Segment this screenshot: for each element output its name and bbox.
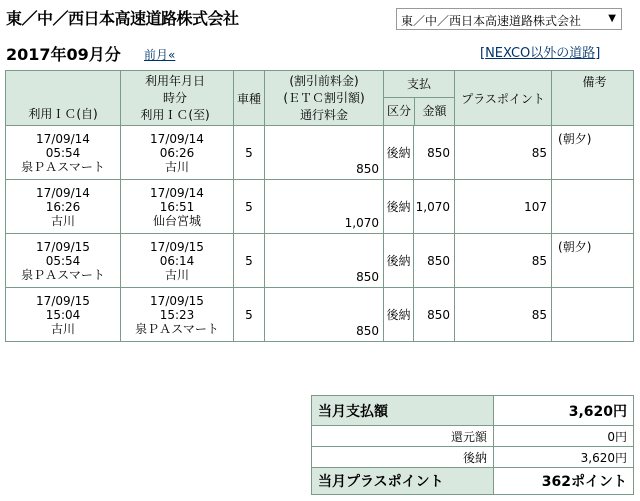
payment-type: 後納: [384, 180, 414, 234]
from-time: 05:54: [45, 145, 81, 160]
table-row: [6, 180, 634, 234]
other-roads-open: [: [480, 46, 486, 61]
header-ic-from-label: 利用ＩＣ(自): [28, 107, 98, 121]
vehicle-class: 5: [234, 288, 265, 342]
header-fee-line2: (ＥＴＣ割引額): [283, 90, 365, 105]
toll-fee: 1,070: [344, 216, 379, 230]
from-date: 17/09/14: [36, 185, 90, 200]
header-plus-point: プラスポイント: [455, 71, 552, 126]
header-amount: 金額: [422, 104, 447, 118]
monthly-payment-value: 3,620円: [494, 396, 634, 426]
to-date: 17/09/14: [150, 131, 204, 146]
toll-fee: 850: [356, 162, 379, 176]
amount: 850: [414, 234, 455, 288]
to-date: 17/09/15: [150, 239, 204, 254]
month-label: 2017年09月分: [6, 45, 121, 64]
amount: 1,070: [414, 180, 455, 234]
header-payment-title: 支払: [384, 71, 454, 98]
to-time: 06:26: [159, 145, 195, 160]
from-ic: 泉ＰＡスマート: [21, 159, 105, 174]
vehicle-class: 5: [234, 126, 265, 180]
to-cell: [121, 288, 234, 342]
from-time: 16:26: [45, 199, 81, 214]
prev-month-link[interactable]: 前月«: [144, 48, 176, 62]
refund-value: 0円: [494, 426, 634, 447]
to-ic: 仙台宮城: [152, 213, 201, 228]
remarks: (朝夕): [552, 234, 634, 288]
amount: 850: [414, 288, 455, 342]
table-row: [6, 126, 634, 180]
plus-points: 107: [455, 180, 552, 234]
monthly-points-value: 362ポイント: [494, 468, 634, 495]
monthly-payment-label: 当月支払額: [312, 396, 494, 426]
company-select-value: 東／中／西日本高速道路株式会社: [401, 14, 582, 28]
table-row: [6, 234, 634, 288]
header-fee-line3: 通行料金: [299, 107, 348, 122]
header-usage-datetime: 利用年月日: [144, 73, 205, 88]
to-time: 16:51: [159, 199, 195, 214]
from-time: 05:54: [45, 253, 81, 268]
header-time: 時分: [162, 90, 187, 105]
plus-points: 85: [455, 126, 552, 180]
from-ic: 古川: [50, 213, 75, 228]
header-vehicle-class: 車種: [234, 71, 265, 126]
to-ic: 古川: [164, 159, 189, 174]
from-cell: [6, 234, 121, 288]
remarks: [552, 180, 634, 234]
from-cell: [6, 126, 121, 180]
payment-type: 後納: [384, 234, 414, 288]
refund-label: 還元額: [312, 426, 494, 447]
to-date: 17/09/15: [150, 293, 204, 308]
toll-fee: 850: [356, 270, 379, 284]
other-roads-close: ]: [595, 46, 601, 61]
vehicle-class: 5: [234, 180, 265, 234]
header-payment-type: 区分: [384, 98, 415, 125]
to-cell: [121, 180, 234, 234]
header-remarks: 備考: [552, 71, 634, 126]
chevron-down-icon: ▼: [608, 13, 616, 24]
monthly-points-label: 当月プラスポイント: [312, 468, 494, 495]
to-cell: [121, 234, 234, 288]
fee-cell: [265, 126, 384, 180]
deferred-value: 3,620円: [494, 447, 634, 468]
header-ic-to: 利用ＩＣ(至): [140, 107, 210, 122]
usage-table: [5, 70, 634, 342]
company-select[interactable]: [396, 8, 622, 30]
to-time: 15:23: [159, 307, 195, 322]
fee-cell: [265, 180, 384, 234]
page-title: 東／中／西日本高速道路株式会社: [6, 9, 239, 28]
from-cell: [6, 288, 121, 342]
header-usage: [121, 71, 234, 126]
from-time: 15:04: [45, 307, 81, 322]
from-date: 17/09/15: [36, 239, 90, 254]
from-date: 17/09/15: [36, 293, 90, 308]
to-date: 17/09/14: [150, 185, 204, 200]
payment-type: 後納: [384, 126, 414, 180]
summary-table: [311, 395, 634, 495]
from-ic: 泉ＰＡスマート: [21, 267, 105, 282]
fee-cell: [265, 234, 384, 288]
other-roads-link[interactable]: NEXCO以外の道路: [485, 46, 596, 61]
from-date: 17/09/14: [36, 131, 90, 146]
toll-fee: 850: [356, 324, 379, 338]
from-ic: 古川: [50, 321, 75, 336]
other-roads: [480, 42, 600, 61]
deferred-label: 後納: [312, 447, 494, 468]
header-payment: [384, 71, 455, 126]
amount: 850: [414, 126, 455, 180]
header-fee-line1: (割引前料金): [289, 73, 359, 88]
from-cell: [6, 180, 121, 234]
to-time: 06:14: [159, 253, 195, 268]
header-ic-from: [6, 71, 121, 126]
remarks: (朝夕): [552, 126, 634, 180]
plus-points: 85: [455, 288, 552, 342]
vehicle-class: 5: [234, 234, 265, 288]
payment-type: 後納: [384, 288, 414, 342]
header-fee: [265, 71, 384, 126]
fee-cell: [265, 288, 384, 342]
table-row: [6, 288, 634, 342]
to-ic: 古川: [164, 267, 189, 282]
remarks: [552, 288, 634, 342]
to-ic: 泉ＰＡスマート: [135, 321, 219, 336]
to-cell: [121, 126, 234, 180]
plus-points: 85: [455, 234, 552, 288]
